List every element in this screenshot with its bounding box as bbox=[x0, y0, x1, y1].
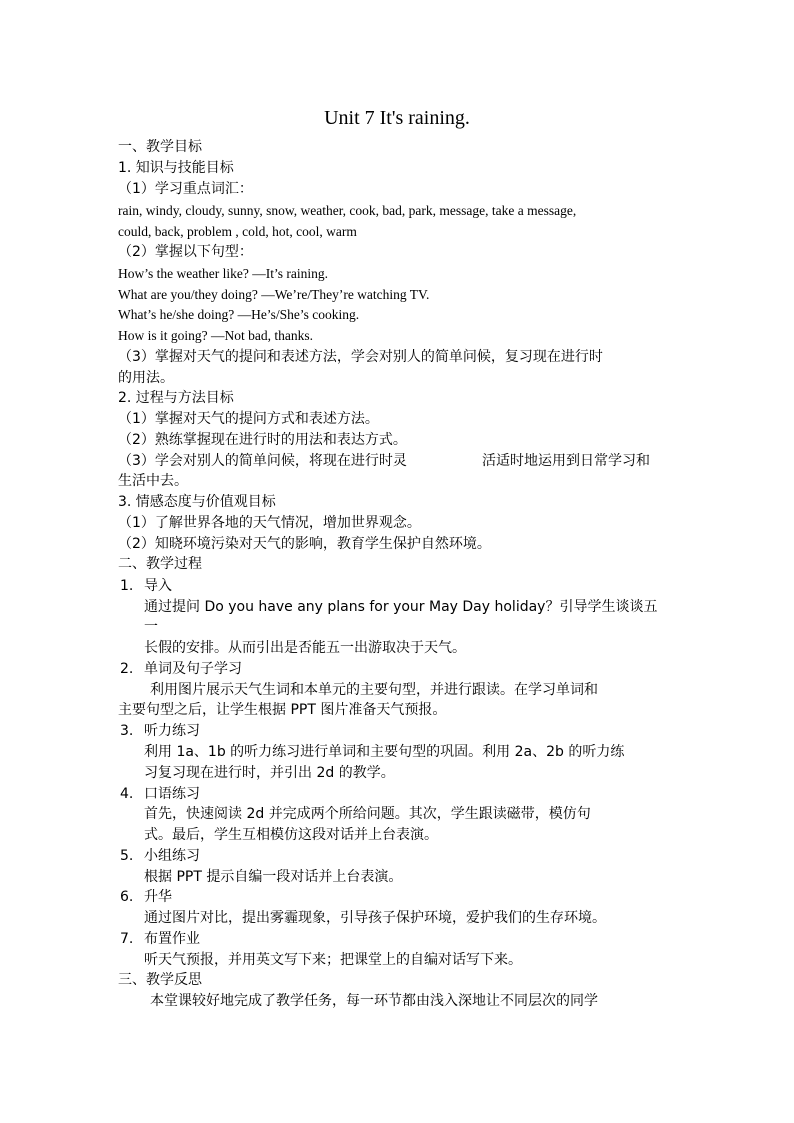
step-listening-line-1: 利用 1a、1b 的听力练习进行单词和主要句型的巩固。利用 2a、2b 的听力练 bbox=[144, 744, 625, 760]
step-title-homework: 布置作业 bbox=[144, 931, 200, 947]
step-title-group: 小组练习 bbox=[144, 848, 200, 864]
step-intro-line-3: 长假的安排。从而引出是否能五一出游取决于天气。 bbox=[144, 640, 466, 656]
step-intro-line-1: 通过提问 Do you have any plans for your May Day holiday？引导学生谈谈五 bbox=[144, 599, 658, 615]
step-title-intro: 导入 bbox=[144, 578, 172, 594]
section-heading-objectives: 一、教学目标 bbox=[118, 139, 202, 155]
process-item-3-line-1b: 活适时地运用到日常学习和 bbox=[482, 453, 650, 469]
step-title-speaking: 口语练习 bbox=[144, 786, 200, 802]
process-item-3-line-2: 生活中去。 bbox=[118, 473, 188, 489]
step-title-sublimation: 升华 bbox=[144, 889, 172, 905]
step-homework-line-1: 听天气预报，并用英文写下来；把课堂上的自编对话写下来。 bbox=[144, 952, 522, 968]
vocab-line-1: rain, windy, cloudy, sunny, snow, weather, cook, bad, park, message, take a message, bbox=[118, 203, 577, 218]
step-listening-line-2: 习复习现在进行时，并引出 2d 的教学。 bbox=[144, 765, 395, 781]
attitude-item-2: （2）知晓环境污染对天气的影响，教育学生保护自然环境。 bbox=[118, 536, 491, 552]
process-item-2: （2）熟练掌握现在进行时的用法和表达方式。 bbox=[118, 432, 407, 448]
section-heading-reflection: 三、教学反思 bbox=[118, 972, 202, 988]
item-patterns-label: （2）掌握以下句型： bbox=[118, 244, 253, 260]
item-3-line-1: （3）掌握对天气的提问和表述方法，学会对别人的简单问候，复习现在进行时 bbox=[118, 349, 603, 365]
step-number: 3. bbox=[120, 723, 134, 739]
step-number: 6. bbox=[120, 889, 134, 905]
process-item-1: （1）掌握对天气的提问方式和表述方法。 bbox=[118, 411, 379, 427]
step-vocab-line-1: 利用图片展示天气生词和本单元的主要句型，并进行跟读。在学习单词和 bbox=[150, 682, 598, 698]
step-vocab-line-2: 主要句型之后，让学生根据 PPT 图片准备天气预报。 bbox=[118, 702, 447, 718]
step-speaking-line-2: 式。最后，学生互相模仿这段对话并上台表演。 bbox=[144, 827, 438, 843]
item-vocab-label: （1）学习重点词汇： bbox=[118, 181, 253, 197]
step-number: 7. bbox=[120, 931, 134, 947]
subheading-attitude: 3. 情感态度与价值观目标 bbox=[118, 494, 276, 510]
step-intro-line-2: 一 bbox=[144, 619, 158, 635]
process-item-3-line-1: （3）学会对别人的简单问候，将现在进行时灵 bbox=[118, 453, 407, 469]
page-title: Unit 7 It's raining. bbox=[324, 107, 470, 129]
step-number: 4. bbox=[120, 786, 134, 802]
step-number: 5. bbox=[120, 848, 134, 864]
vocab-line-2: could, back, problem , cold, hot, cool, warm bbox=[118, 224, 357, 239]
step-title-vocab: 单词及句子学习 bbox=[144, 661, 242, 677]
step-speaking-line-1: 首先，快速阅读 2d 并完成两个所给问题。其次，学生跟读磁带，模仿句 bbox=[144, 806, 591, 822]
item-3-line-2: 的用法。 bbox=[118, 370, 174, 386]
attitude-item-1: （1）了解世界各地的天气情况，增加世界观念。 bbox=[118, 515, 421, 531]
step-title-listening: 听力练习 bbox=[144, 723, 200, 739]
pattern-4: How is it going? —Not bad, thanks. bbox=[118, 328, 313, 343]
subheading-process: 2. 过程与方法目标 bbox=[118, 390, 234, 406]
section-heading-process: 二、教学过程 bbox=[118, 556, 202, 572]
pattern-3: What’s he/she doing? —He’s/She’s cooking. bbox=[118, 307, 360, 322]
pattern-1: How’s the weather like? —It’s raining. bbox=[118, 266, 328, 281]
reflection-line-1: 本堂课较好地完成了教学任务，每一环节都由浅入深地让不同层次的同学 bbox=[150, 993, 598, 1009]
subheading-knowledge: 1. 知识与技能目标 bbox=[118, 160, 234, 176]
step-number: 2. bbox=[120, 661, 134, 677]
step-group-line-1: 根据 PPT 提示自编一段对话并上台表演。 bbox=[144, 869, 403, 885]
pattern-2: What are you/they doing? —We’re/They’re watching TV. bbox=[118, 287, 430, 302]
step-sublimation-line-1: 通过图片对比，提出雾霾现象，引导孩子保护环境，爱护我们的生存环境。 bbox=[144, 910, 606, 926]
step-number: 1. bbox=[120, 578, 134, 594]
